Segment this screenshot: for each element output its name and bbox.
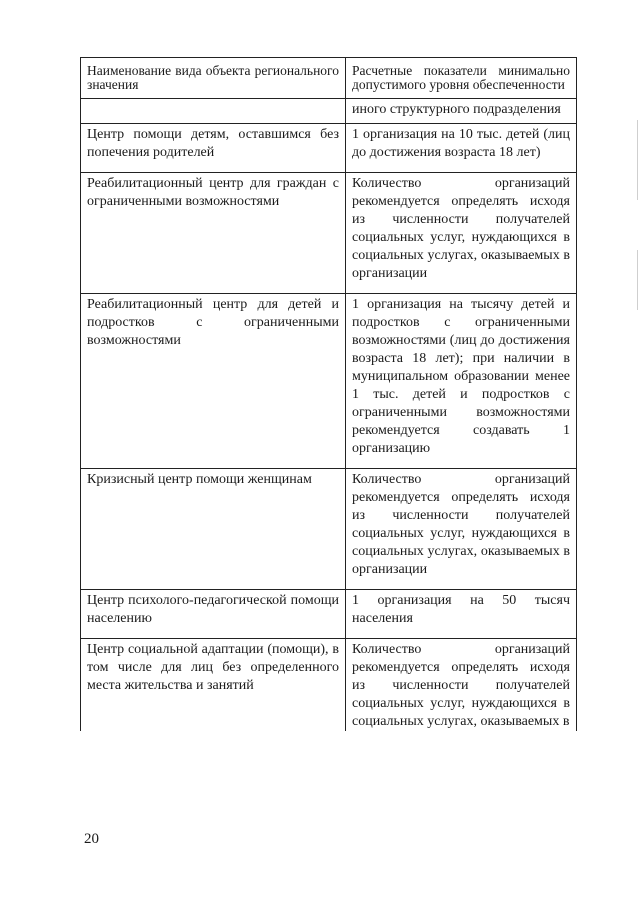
scan-edge-line: [637, 250, 638, 310]
row-object-name: Реабилитационный центр для детей и подростков с ограниченными возможностями: [81, 294, 346, 469]
table-row: [81, 639, 577, 732]
page-number: 20: [84, 831, 99, 847]
header-indicators: Расчетные показатели минимально допустимого уровня обеспеченности: [346, 58, 577, 99]
table-row: [81, 124, 577, 173]
row-indicator: 1 организация на 10 тыс. детей (лиц до достижения возраста 18 лет): [346, 124, 577, 173]
standards-table: [80, 57, 577, 731]
row-object-name: [81, 99, 346, 124]
table-row: [81, 173, 577, 294]
table-row: [81, 99, 577, 124]
row-object-name: Центр помощи детям, оставшимся без попечения родителей: [81, 124, 346, 173]
row-indicator: Количество организаций рекомендуется определять исходя из численности получателей социальных услуг, нуждающихся в социальных услугах, оказываемых в организации: [346, 469, 577, 590]
row-indicator: иного структурного подразделения: [346, 99, 577, 124]
row-indicator: Количество организаций рекомендуется определять исходя из численности получателей социальных услуг, нуждающихся в социальных услугах, оказываемых в организации: [346, 173, 577, 294]
row-object-name: Кризисный центр помощи женщинам: [81, 469, 346, 590]
row-indicator: Количество организаций рекомендуется определять исходя из численности получателей социальных услуг, нуждающихся в социальных услугах, оказываемых в: [346, 639, 577, 732]
row-object-name: Реабилитационный центр для граждан с ограниченными возможностями: [81, 173, 346, 294]
row-indicator: 1 организация на 50 тысяч населения: [346, 590, 577, 639]
table-row: [81, 590, 577, 639]
table-header-row: [81, 58, 577, 99]
scan-edge-line: [637, 120, 638, 200]
row-object-name: Центр социальной адаптации (помощи), в том числе для лиц без определенного места жительства и занятий: [81, 639, 346, 732]
table-row: [81, 469, 577, 590]
row-indicator: 1 организация на тысячу детей и подростков с ограниченными возможностями (лиц до достижения возраста 18 лет); при наличии в муниципальном образовании менее 1 тыс. детей и подростков с ограниченными возможностями рекомендуется создавать 1 организацию: [346, 294, 577, 469]
table-row: [81, 294, 577, 469]
header-object-name: Наименование вида объекта регионального значения: [81, 58, 346, 99]
row-object-name: Центр психолого-педагогической помощи населению: [81, 590, 346, 639]
